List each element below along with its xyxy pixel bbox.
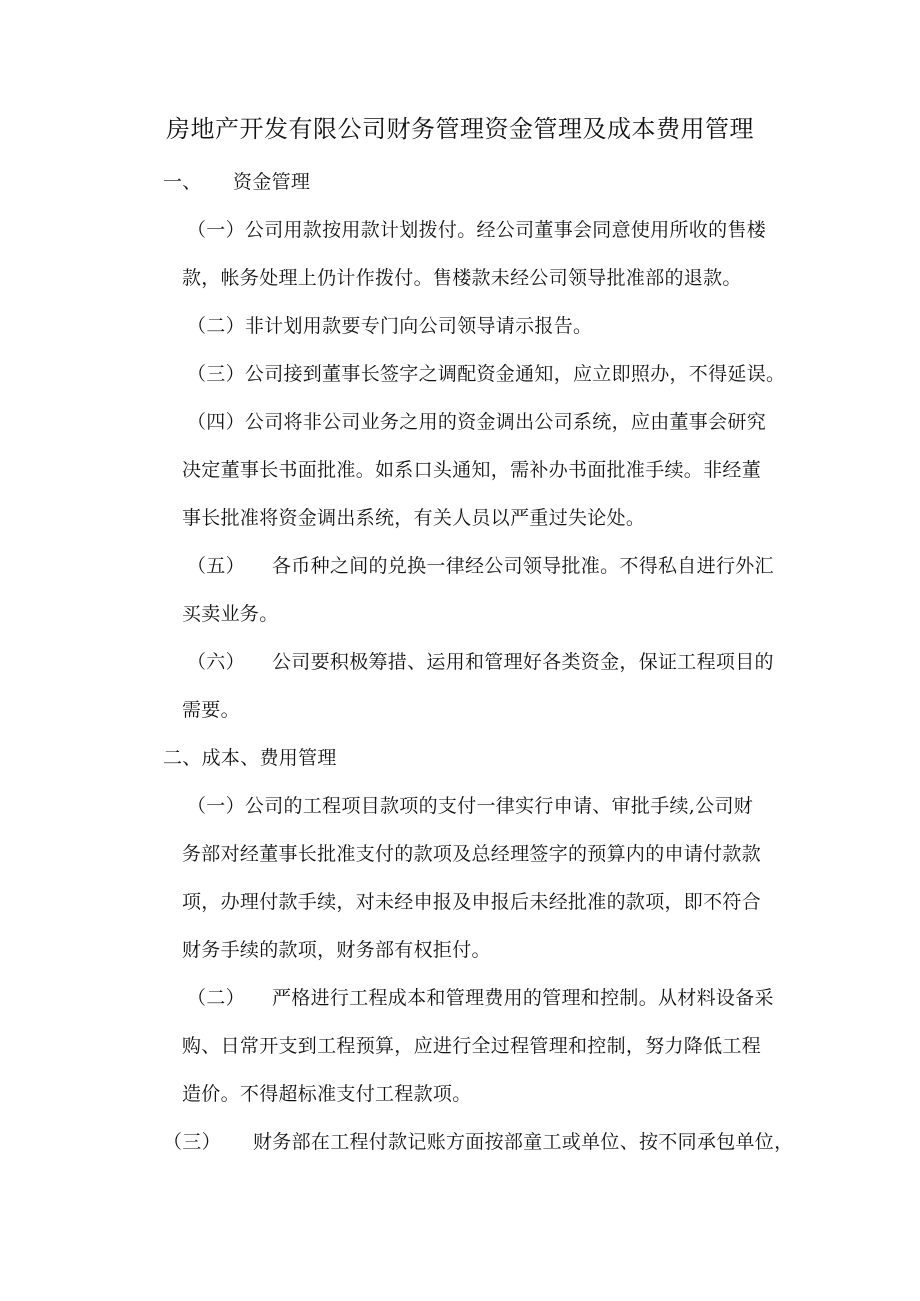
section-1-p5-line1: 各币种之间的兑换一律经公司领导批准。不得私自进行外汇	[272, 555, 774, 577]
section-1-p1-line1: （一）公司用款按用款计划拨付。经公司董事会同意使用所收的售楼	[187, 219, 767, 241]
section-2-p2-line2: 购、日常开支到工程预算，应进行全过程管理和控制，努力降低工程	[182, 1035, 762, 1057]
section-1-p5-marker: （五）	[187, 555, 245, 577]
document-title: 房地产开发有限公司财务管理资金管理及成本费用管理	[166, 115, 754, 143]
section-1-p6-line1: 公司要积极筹措、运用和管理好各类资金，保证工程项目的	[272, 651, 774, 673]
section-1-p3-line1: （三）公司接到董事长签字之调配资金通知，应立即照办，不得延误。	[187, 363, 786, 385]
section-2-p3-marker: （三）	[163, 1131, 221, 1153]
section-2-heading: 二、成本、费用管理	[163, 747, 337, 769]
section-1-number: 一、	[163, 171, 202, 193]
section-1-p5-line2: 买卖业务。	[182, 603, 279, 625]
section-1-p6-marker: （六）	[187, 651, 245, 673]
section-1-p4-line3: 事长批准将资金调出系统，有关人员以严重过失论处。	[182, 507, 646, 529]
section-2-p1-line2: 务部对经董事长批准支付的款项及总经理签字的预算内的申请付款款	[182, 843, 762, 865]
section-1-p1-line2: 款，帐务处理上仍计作拨付。售楼款未经公司领导批准部的退款。	[182, 267, 742, 289]
section-2-p3-line1: 财务部在工程付款记账方面按部童工或单位、按不同承包单位，	[253, 1131, 794, 1153]
section-2-p1-line4: 财务手续的款项，财务部有权拒付。	[182, 939, 491, 961]
section-2-p2-marker: （二）	[187, 987, 245, 1009]
section-2-p1-line3: 项，办理付款手续，对未经申报及申报后未经批准的款项，即不符合	[182, 891, 762, 913]
section-2-p2-line1: 严格进行工程成本和管理费用的管理和控制。从材料设备采	[272, 987, 774, 1009]
section-1-p6-line2: 需要。	[182, 699, 240, 721]
section-2-p2-line3: 造价。不得超标准支付工程款项。	[182, 1083, 472, 1105]
section-1-p4-line2: 决定董事长书面批准。如系口头通知，需补办书面批准手续。非经董	[182, 459, 762, 481]
section-1-p2-line1: （二）非计划用款要专门向公司领导请示报告。	[187, 315, 593, 337]
section-1-heading: 资金管理	[233, 171, 311, 193]
section-2-p1-line1: （一）公司的工程项目款项的支付一律实行申请、审批手续,公司财	[187, 795, 754, 817]
section-1-p4-line1: （四）公司将非公司业务之用的资金调出公司系统，应由董事会研究	[187, 411, 767, 433]
